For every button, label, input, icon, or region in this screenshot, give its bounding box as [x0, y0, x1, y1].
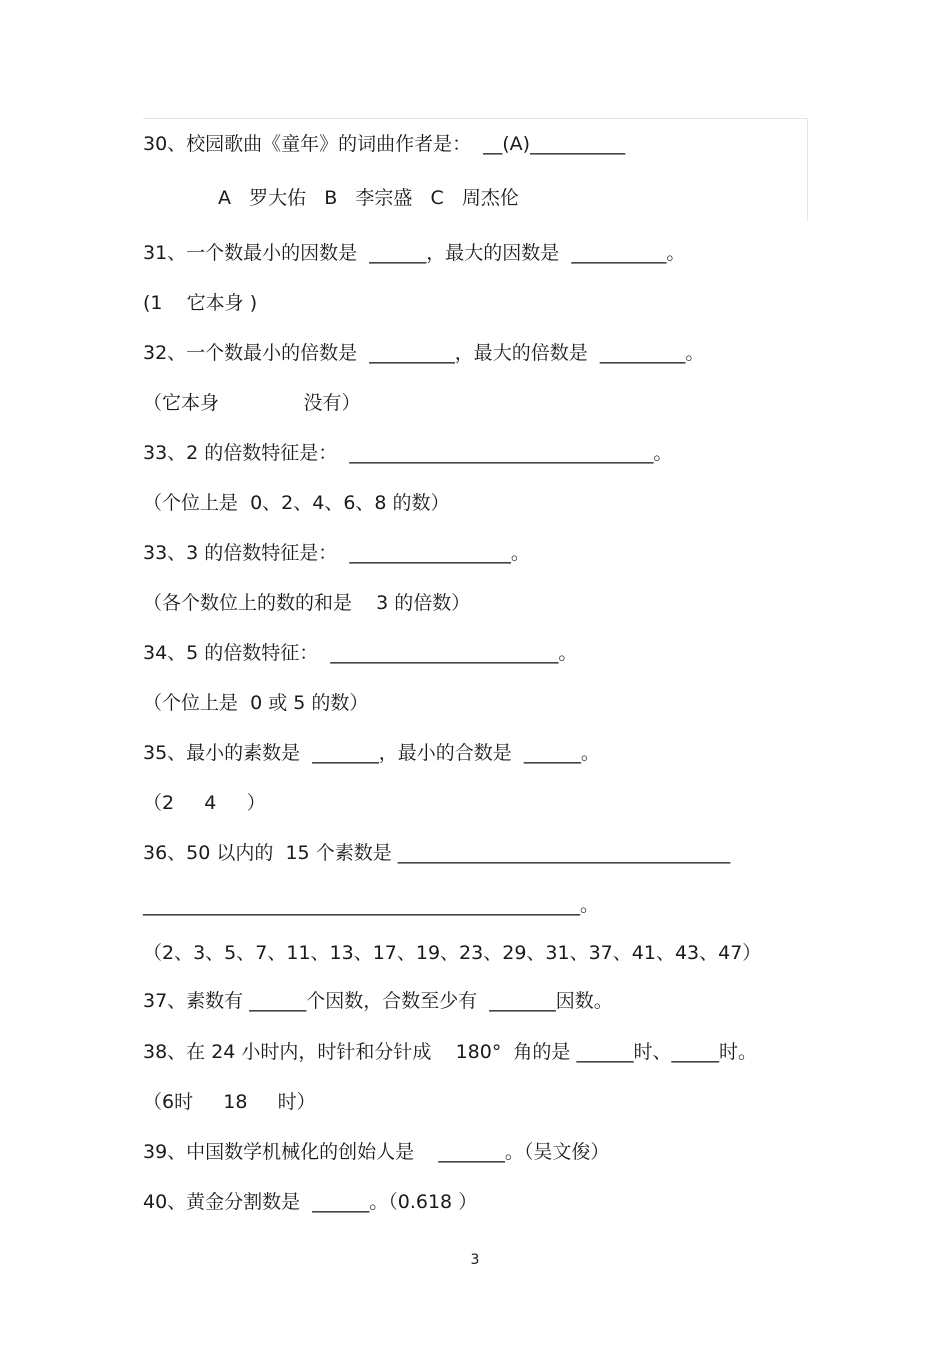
answer-38: （6时 18 时） — [143, 1091, 316, 1113]
answer-33a: （个位上是 0、2、4、6、8 的数） — [143, 492, 450, 514]
answer-35: （2 4 ） — [143, 792, 266, 814]
answer-32: （它本身 没有） — [143, 392, 361, 414]
question-30-options: A 罗大佑 B 李宗盛 C 周杰伦 — [218, 187, 519, 209]
answer-33b: （各个数位上的数的和是 3 的倍数） — [143, 592, 471, 614]
question-36-continued: ______________________________________________。 — [143, 894, 600, 916]
question-31: 31、一个数最小的因数是 ______，最大的因数是 __________。 — [143, 242, 686, 264]
question-32: 32、一个数最小的倍数是 _________，最大的倍数是 _________。 — [143, 342, 705, 364]
question-37: 37、素数有 ______个因数，合数至少有 _______因数。 — [143, 990, 613, 1012]
page-number: 3 — [470, 1252, 480, 1268]
answer-34: （个位上是 0 或 5 的数） — [143, 692, 369, 714]
question-38: 38、在 24 小时内，时针和分针成 180° 角的是 ______时、_____时。 — [143, 1041, 757, 1063]
question-33a: 33、2 的倍数特征是： ________________________________。 — [143, 442, 673, 464]
question-30: 30、校园歌曲《童年》的词曲作者是： __(A)__________ — [143, 133, 626, 155]
question-36: 36、50 以内的 15 个素数是 ___________________________________ — [143, 842, 731, 864]
answer-31: (1 它本身 ) — [143, 292, 258, 314]
question-34: 34、5 的倍数特征： ________________________。 — [143, 642, 578, 664]
question-35: 35、最小的素数是 _______，最小的合数是 ______。 — [143, 742, 600, 764]
question-39: 39、中国数学机械化的创始人是 _______。（吴文俊） — [143, 1141, 610, 1163]
answer-36: （2、3、5、7、11、13、17、19、23、29、31、37、41、43、47） — [143, 942, 762, 964]
question-33b: 33、3 的倍数特征是： _________________。 — [143, 542, 530, 564]
question-40: 40、黄金分割数是 ______。（0.618 ） — [143, 1191, 478, 1213]
